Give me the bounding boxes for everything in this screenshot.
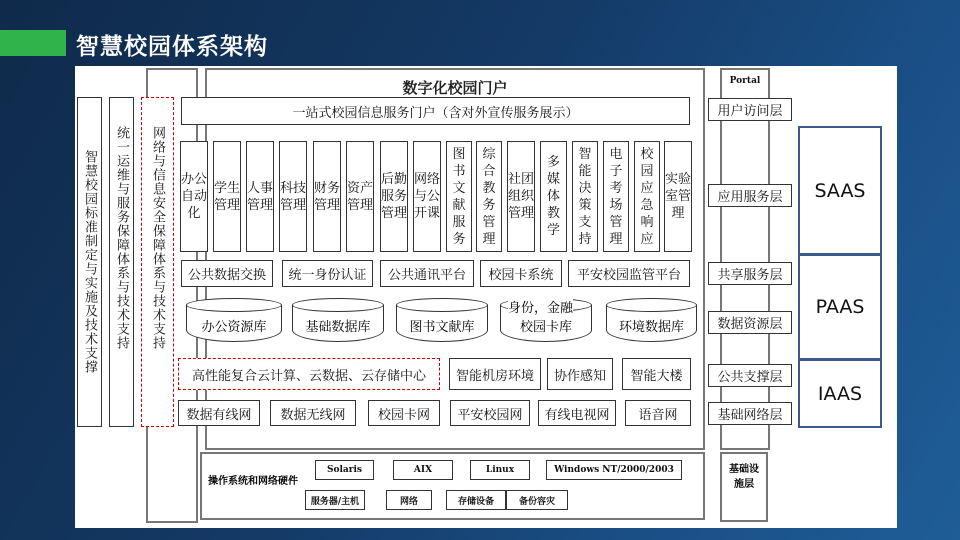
network-box: 校园卡网 — [368, 400, 440, 426]
hardware-box: 网络 — [386, 490, 432, 510]
layer-label: 共享服务层 — [708, 262, 792, 285]
database-top — [186, 298, 282, 312]
database-top — [396, 298, 488, 312]
cloud-label: IAAS — [798, 359, 882, 428]
infra-layer-label: 基础设施层 — [729, 464, 759, 490]
layer-label: 应用服务层 — [708, 184, 792, 207]
os-box: Linux — [470, 460, 530, 480]
layer-label: 用户访问层 — [708, 98, 792, 121]
app-box: 校园应急响应 — [634, 141, 660, 252]
shared-service-box: 平安校园监管平台 — [568, 260, 690, 287]
network-box: 数据无线网 — [270, 400, 356, 426]
portal-tag: Portal — [722, 70, 768, 92]
shared-service-box: 公共数据交换 — [181, 260, 273, 287]
support-box: 协作感知 — [547, 358, 613, 390]
os-box: AIX — [393, 460, 453, 480]
frame-portal — [205, 68, 705, 450]
app-box: 人事管理 — [246, 141, 274, 252]
app-box: 实验室管理 — [664, 141, 692, 252]
app-box: 图书文献服务 — [446, 141, 472, 252]
app-box: 财务管理 — [313, 141, 341, 252]
standards-column: 智慧校园标准制定与实施及技术支撑 — [77, 97, 102, 427]
app-box: 后勤服务管理 — [380, 141, 408, 252]
os-box: Windows NT/2000/2003 — [546, 460, 682, 480]
database-label: 校园卡库 — [500, 305, 592, 342]
frame-right — [720, 68, 770, 450]
cloud-label: PAAS — [798, 254, 882, 360]
operations-column: 统一运维与服务保障体系与技术支持 — [109, 97, 134, 427]
app-box: 电子考场管理 — [603, 141, 629, 252]
app-box: 科技管理 — [279, 141, 307, 252]
database-label: 基础数据库 — [292, 305, 384, 342]
network-box: 语音网 — [625, 400, 691, 426]
hardware-box: 服务器/主机 — [305, 490, 365, 510]
shared-service-box: 校园卡系统 — [480, 260, 562, 287]
app-box: 学生管理 — [213, 141, 241, 252]
network-box: 平安校园网 — [450, 400, 530, 426]
shared-service-box: 统一身份认证 — [282, 260, 373, 287]
database-label: 办公资源库 — [186, 305, 282, 342]
one-stop-portal: 一站式校园信息服务门户（含对外宣传服务展示） — [181, 97, 690, 125]
network-box: 数据有线网 — [178, 400, 260, 426]
support-box: 智能大楼 — [622, 358, 691, 390]
database-label: 图书文献库 — [396, 305, 488, 342]
app-box: 综合教务管理 — [476, 141, 502, 252]
layer-label: 公共支撑层 — [708, 364, 792, 387]
page-title: 智慧校园体系架构 — [76, 34, 268, 60]
database-label: 环境数据库 — [606, 305, 697, 342]
infra-label: 操作系统和网络硬件 — [208, 476, 298, 487]
app-box: 资产管理 — [346, 141, 374, 252]
os-box: Solaris — [315, 460, 374, 480]
database-cylinder — [396, 298, 488, 342]
app-box: 办公自动化 — [180, 141, 208, 252]
layer-label: 基础网络层 — [708, 402, 792, 425]
layer-label: 数据资源层 — [708, 311, 792, 334]
app-box: 社团组织管理 — [507, 141, 535, 252]
portal-header: 数字化校园门户 — [402, 79, 508, 97]
database-top — [292, 298, 384, 312]
cloud-label: SAAS — [798, 126, 882, 255]
database-cylinder — [606, 298, 697, 342]
support-box: 高性能复合云计算、云数据、云存储中心 — [178, 358, 440, 390]
title-accent-bar — [0, 30, 66, 56]
app-box: 智能决策支持 — [572, 141, 598, 252]
network-box: 有线电视网 — [538, 400, 616, 426]
hardware-box: 备份容灾 — [506, 490, 568, 510]
security-column: 网络与信息安全保障体系与技术支持 — [141, 97, 174, 427]
database-cylinder — [186, 298, 282, 342]
database-top — [606, 298, 697, 312]
shared-service-box: 公共通讯平台 — [380, 260, 474, 287]
app-box: 网络与公开课 — [413, 141, 441, 252]
support-box: 智能机房环境 — [449, 358, 541, 390]
app-box: 多媒体教学 — [540, 141, 567, 252]
hardware-box: 存储设备 — [446, 490, 506, 510]
database-cylinder — [292, 298, 384, 342]
db-note: 身份，金融 — [508, 297, 573, 316]
